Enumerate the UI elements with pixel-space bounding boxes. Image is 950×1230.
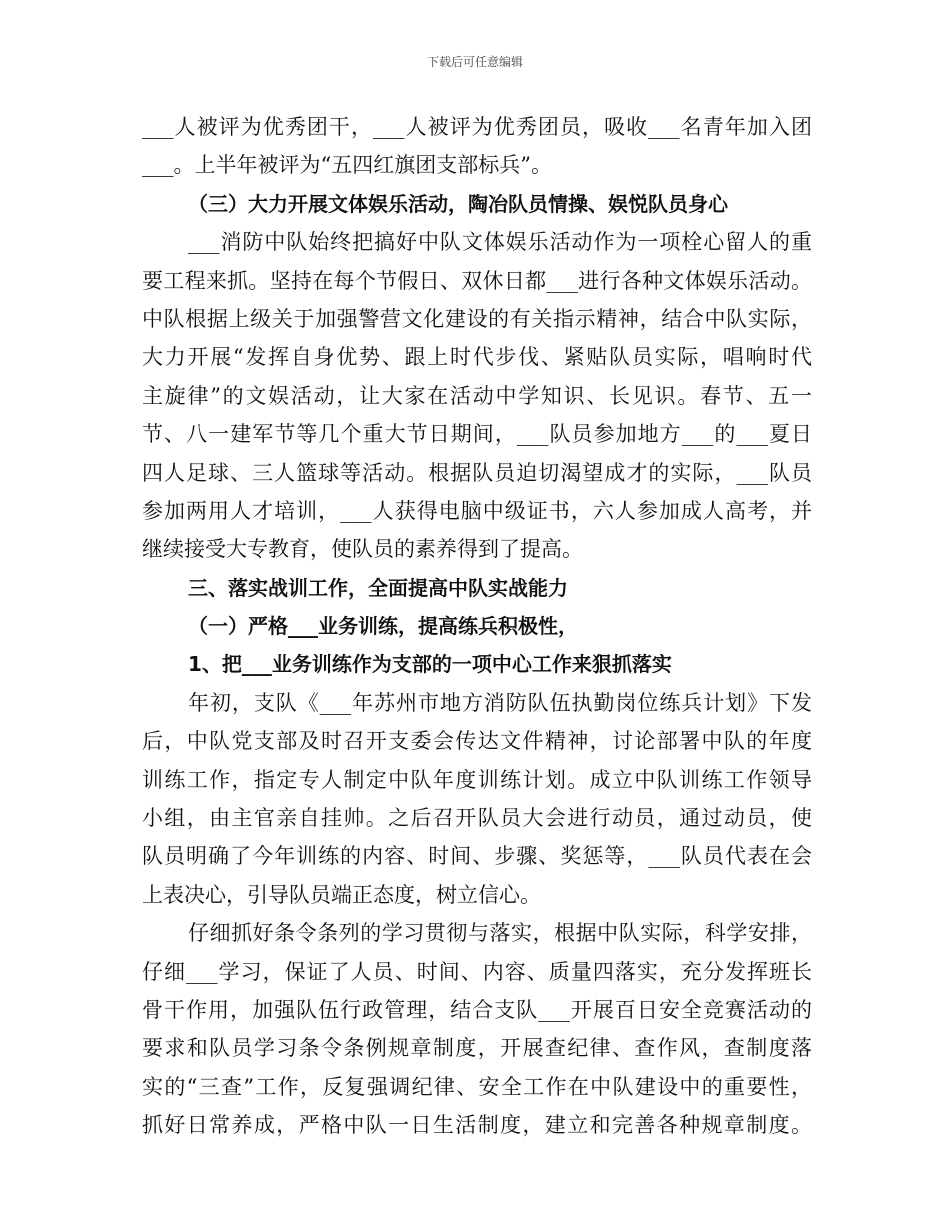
text-line: 继续接受大专教育，使队员的素养得到了提高。	[142, 537, 583, 562]
text-line: 中队根据上级关于加强警营文化建设的有关指示精神，结合中队实际，	[142, 306, 812, 331]
section-heading: （三）大力开展文体娱乐活动，陶冶队员情操、娱悦队员身心	[188, 191, 728, 216]
section-heading: 三、落实战训工作，全面提高中队实战能力	[188, 575, 568, 600]
section-heading: 1、把___业务训练作为支部的一项中心工作来狠抓落实	[188, 652, 672, 677]
text-line: ___人被评为优秀团干，___人被评为优秀团员，吸收___名青年加入团	[142, 115, 812, 139]
text-line: 实的“三查”工作，反复强调纪律、安全工作在中队建设中的重要性，	[142, 1074, 812, 1099]
text-line: 骨干作用，加强队伍行政管理，结合支队___开展百日安全竞赛活动的	[142, 997, 812, 1022]
document-body	[142, 108, 812, 1145]
text-line: 节、八一建军节等几个重大节日期间，___队员参加地方___的___夏日	[142, 422, 812, 447]
text-line: 训练工作，指定专人制定中队年度训练计划。成立中队训练工作领导	[142, 767, 812, 792]
text-line: 后，中队党支部及时召开支委会传达文件精神，讨论部署中队的年度	[142, 729, 812, 754]
text-line: 要求和队员学习条令条例规章制度，开展查纪律、查作风，查制度落	[142, 1036, 812, 1061]
text-line: ___消防中队始终把搞好中队文体娱乐活动作为一项栓心留人的重	[188, 230, 812, 255]
text-line: ___。上半年被评为“五四红旗团支部标兵”。	[142, 153, 552, 178]
text-line: 大力开展“发挥自身优势、跟上时代步伐、紧贴队员实际，唱响时代	[142, 345, 812, 370]
text-line: 要工程来抓。坚持在每个节假日、双休日都___进行各种文体娱乐活动。	[142, 268, 812, 293]
text-line: 四人足球、三人篮球等活动。根据队员迫切渴望成才的实际，___队员	[142, 460, 812, 485]
text-line: 仔细___学习，保证了人员、时间、内容、质量四落实，充分发挥班长	[142, 959, 812, 984]
section-heading: （一）严格___业务训练，提高练兵积极性，	[188, 614, 578, 639]
text-line: 上表决心，引导队员端正态度，树立信心。	[142, 882, 541, 907]
text-line: 主旋律”的文娱活动，让大家在活动中学知识、长见识。春节、五一	[142, 383, 812, 408]
text-line: 队员明确了今年训练的内容、时间、步骤、奖惩等，___队员代表在会	[142, 844, 812, 869]
page-header-note: 下载后可任意编辑	[426, 55, 523, 69]
text-line: 小组，由主官亲自挂帅。之后召开队员大会进行动员，通过动员，使	[142, 806, 812, 831]
text-line: 年初，支队《___年苏州市地方消防队伍执勤岗位练兵计划》下发	[188, 690, 812, 715]
text-line: 仔细抓好条令条列的学习贯彻与落实，根据中队实际，科学安排，	[188, 921, 812, 946]
text-line: 参加两用人才培训，___人获得电脑中级证书，六人参加成人高考，并	[142, 498, 812, 523]
text-line: 抓好日常养成，严格中队一日生活制度，建立和完善各种规章制度。	[142, 1113, 812, 1138]
